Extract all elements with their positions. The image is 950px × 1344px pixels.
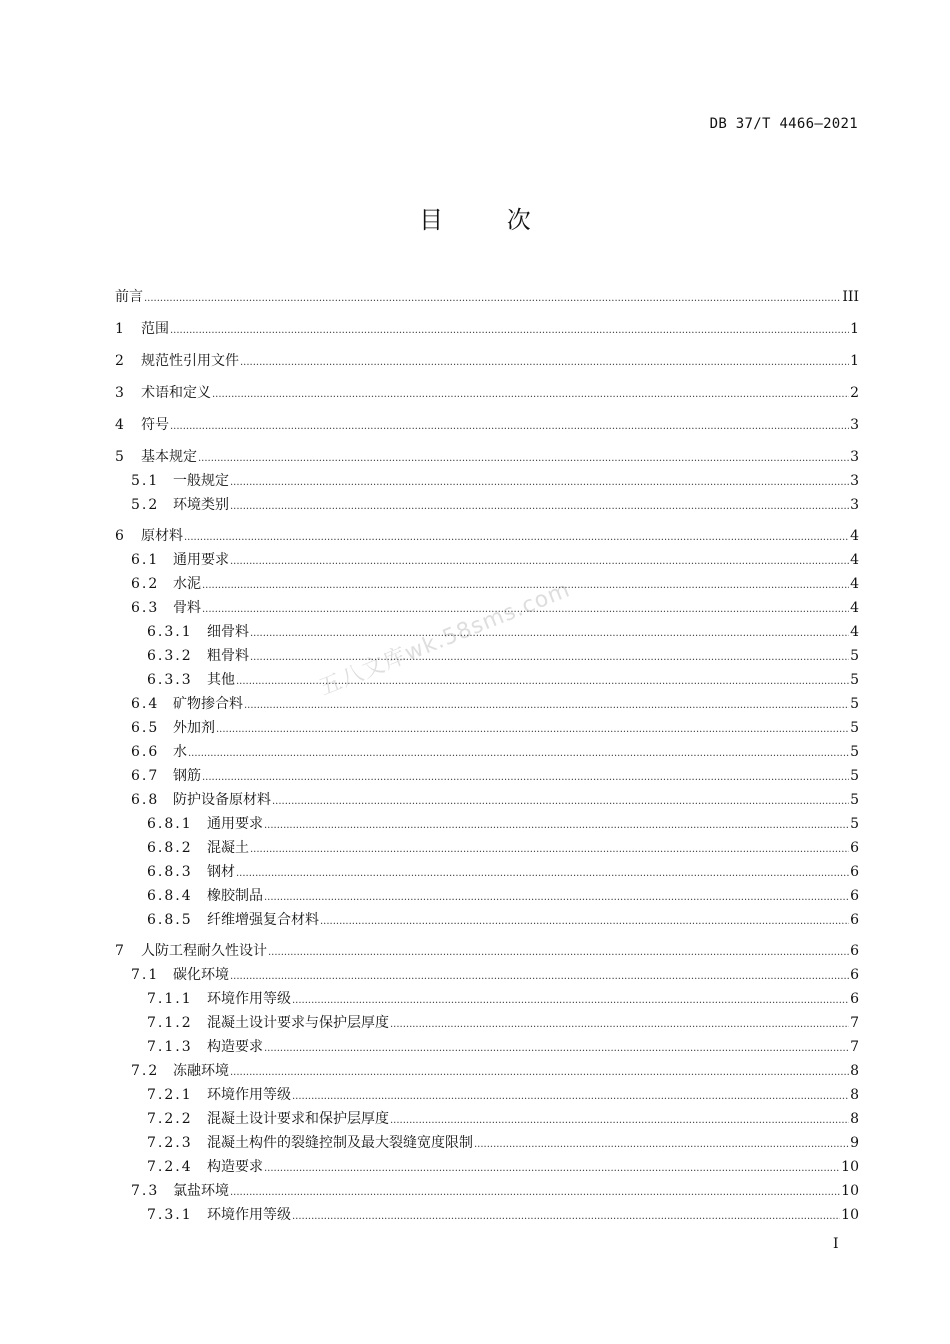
- toc-entry-label: 原材料: [141, 528, 183, 544]
- toc-dot-leader: [390, 1111, 849, 1131]
- toc-dot-leader: [240, 353, 849, 373]
- toc-entry-number: 6.1: [131, 552, 160, 568]
- toc-dot-leader: [202, 600, 849, 620]
- toc-dot-leader: [230, 473, 849, 493]
- toc-entry-page: 5: [850, 648, 859, 664]
- toc-entry-number: 7.1.3: [147, 1039, 193, 1055]
- toc-entry-page: 7: [850, 1039, 859, 1055]
- toc-entry[interactable]: [115, 383, 859, 403]
- toc-entry-number: 1: [115, 321, 124, 337]
- toc-dot-leader: [230, 967, 849, 987]
- toc-entry-number: 2: [115, 353, 124, 369]
- toc-entry-page: 6: [850, 912, 859, 928]
- toc-entry-page: 10: [841, 1183, 859, 1199]
- toc-entry-label: 冻融环境: [173, 1063, 229, 1079]
- toc-entry-page: 4: [850, 552, 859, 568]
- standard-code: DB 37/T 4466—2021: [709, 116, 858, 132]
- toc-entry-page: 2: [850, 385, 859, 401]
- toc-entry-number: 7.1: [131, 967, 160, 983]
- page-number: I: [833, 1236, 839, 1252]
- toc-entry[interactable]: [115, 989, 859, 1009]
- toc-dot-leader: [250, 840, 849, 860]
- toc-entry-label: 碳化环境: [173, 967, 229, 983]
- toc-entry[interactable]: [115, 718, 859, 738]
- toc-dot-leader: [268, 943, 849, 963]
- toc-entry-page: 5: [850, 816, 859, 832]
- toc-entry-label: 混凝土设计要求和保护层厚度: [207, 1111, 389, 1127]
- toc-entry[interactable]: [115, 1037, 859, 1057]
- toc-entry[interactable]: [115, 1133, 859, 1153]
- toc-dot-leader: [230, 552, 849, 572]
- toc-entry[interactable]: [115, 1157, 859, 1177]
- toc-dot-leader: [230, 1063, 849, 1083]
- toc-entry-label: 一般规定: [173, 473, 229, 489]
- toc-entry[interactable]: [115, 766, 859, 786]
- toc-entry-page: 9: [850, 1135, 859, 1151]
- toc-entry-number: 6.6: [131, 744, 160, 760]
- toc-entry-number: 5: [115, 449, 124, 465]
- toc-entry[interactable]: [115, 1205, 859, 1225]
- toc-entry[interactable]: [115, 526, 859, 546]
- toc-entry-page: 3: [850, 449, 859, 465]
- toc-entry-number: 7.1.2: [147, 1015, 193, 1031]
- toc-entry-number: 7.2.4: [147, 1159, 193, 1175]
- toc-dot-leader: [264, 1039, 849, 1059]
- toc-entry[interactable]: [115, 838, 859, 858]
- toc-dot-leader: [272, 792, 849, 812]
- toc-entry-page: 5: [850, 672, 859, 688]
- toc-entry-page: 1: [850, 353, 859, 369]
- toc-entry-page: 6: [850, 991, 859, 1007]
- toc-entry-page: 10: [841, 1159, 859, 1175]
- toc-entry-label: 纤维增强复合材料: [207, 912, 319, 928]
- toc-entry-label: 环境类别: [173, 497, 229, 513]
- toc-entry[interactable]: [115, 694, 859, 714]
- toc-entry-page: 5: [850, 720, 859, 736]
- toc-entry-label: 符号: [141, 417, 169, 433]
- toc-entry-number: 6.3.1: [147, 624, 193, 640]
- toc-entry-label: 构造要求: [207, 1159, 263, 1175]
- toc-entry-label: 混凝土构件的裂缝控制及最大裂缝宽度限制: [207, 1135, 473, 1151]
- toc-entry[interactable]: [115, 862, 859, 882]
- toc-dot-leader: [244, 696, 849, 716]
- toc-entry-number: 6.2: [131, 576, 160, 592]
- toc-entry-label: 钢筋: [173, 768, 201, 784]
- toc-dot-leader: [230, 1183, 840, 1203]
- toc-entry-page: 4: [850, 528, 859, 544]
- toc-entry-number: 6: [115, 528, 124, 544]
- toc-entry-label: 氯盐环境: [173, 1183, 229, 1199]
- toc-entry-page: 3: [850, 417, 859, 433]
- toc-entry[interactable]: [115, 742, 859, 762]
- toc-entry-page: 3: [850, 497, 859, 513]
- toc-entry-label: 橡胶制品: [207, 888, 263, 904]
- toc-dot-leader: [202, 768, 849, 788]
- toc-entry-number: 7.1.1: [147, 991, 193, 1007]
- toc-dot-leader: [216, 720, 849, 740]
- toc-entry-number: 7.2: [131, 1063, 160, 1079]
- toc-entry-page: 5: [850, 696, 859, 712]
- toc-entry-label: 环境作用等级: [207, 991, 291, 1007]
- toc-dot-leader: [230, 497, 849, 517]
- toc-entry-page: 8: [850, 1111, 859, 1127]
- toc-entry-label: 通用要求: [207, 816, 263, 832]
- toc-entry[interactable]: [115, 790, 859, 810]
- toc-entry-label: 术语和定义: [141, 385, 211, 401]
- toc-entry-label: 细骨料: [207, 624, 249, 640]
- toc-dot-leader: [144, 289, 841, 309]
- toc-entry-number: 6.8.3: [147, 864, 193, 880]
- toc-entry-label: 范围: [141, 321, 169, 337]
- toc-entry[interactable]: [115, 646, 859, 666]
- toc-dot-leader: [264, 1159, 840, 1179]
- toc-dot-leader: [250, 624, 849, 644]
- toc-entry-label: 混凝土设计要求与保护层厚度: [207, 1015, 389, 1031]
- toc-entry-page: III: [842, 289, 859, 305]
- toc-dot-leader: [320, 912, 849, 932]
- toc-dot-leader: [292, 991, 849, 1011]
- toc-entry-number: 3: [115, 385, 124, 401]
- toc-entry-label: 矿物掺合料: [173, 696, 243, 712]
- toc-dot-leader: [250, 648, 849, 668]
- toc-entry-page: 5: [850, 768, 859, 784]
- toc-entry-number: 7.2.2: [147, 1111, 193, 1127]
- toc-entry[interactable]: [115, 319, 859, 339]
- toc-entry-number: 6.8.2: [147, 840, 193, 856]
- toc-entry[interactable]: [115, 1109, 859, 1129]
- toc-entry[interactable]: [115, 1085, 859, 1105]
- toc-entry[interactable]: [115, 941, 859, 961]
- toc-dot-leader: [390, 1015, 849, 1035]
- toc-entry-page: 6: [850, 840, 859, 856]
- toc-dot-leader: [236, 672, 849, 692]
- toc-entry[interactable]: [115, 447, 859, 467]
- toc-entry-page: 6: [850, 888, 859, 904]
- toc-entry-page: 8: [850, 1063, 859, 1079]
- toc-entry[interactable]: [115, 287, 859, 307]
- toc-entry[interactable]: [115, 471, 859, 491]
- toc-entry-number: 5.1: [131, 473, 160, 489]
- toc-entry-number: 6.3.3: [147, 672, 193, 688]
- toc-entry-label: 基本规定: [141, 449, 197, 465]
- toc-entry[interactable]: [115, 495, 859, 515]
- toc-dot-leader: [202, 576, 849, 596]
- toc-entry-label: 人防工程耐久性设计: [141, 943, 267, 959]
- toc-entry-number: 4: [115, 417, 124, 433]
- toc-entry[interactable]: [115, 886, 859, 906]
- toc-entry-number: 6.5: [131, 720, 160, 736]
- toc-entry-number: 7.3: [131, 1183, 160, 1199]
- toc-entry[interactable]: [115, 351, 859, 371]
- toc-dot-leader: [264, 888, 849, 908]
- toc-entry-page: 5: [850, 744, 859, 760]
- toc-entry-page: 10: [841, 1207, 859, 1223]
- toc-entry-page: 5: [850, 792, 859, 808]
- toc-entry-page: 8: [850, 1087, 859, 1103]
- toc-entry-number: 6.3: [131, 600, 160, 616]
- toc-entry-number: 6.8.5: [147, 912, 193, 928]
- toc-dot-leader: [212, 385, 849, 405]
- toc-entry[interactable]: [115, 598, 859, 618]
- toc-entry[interactable]: [115, 965, 859, 985]
- toc-entry-page: 3: [850, 473, 859, 489]
- toc-entry-label: 环境作用等级: [207, 1207, 291, 1223]
- toc-entry-label: 水: [173, 744, 187, 760]
- toc-dot-leader: [184, 528, 849, 548]
- toc-entry[interactable]: [115, 574, 859, 594]
- toc-entry[interactable]: [115, 415, 859, 435]
- toc-entry-number: 6.8.4: [147, 888, 193, 904]
- toc-entry-page: 7: [850, 1015, 859, 1031]
- toc-entry-label: 通用要求: [173, 552, 229, 568]
- toc-entry-label: 防护设备原材料: [173, 792, 271, 808]
- toc-entry-label: 混凝土: [207, 840, 249, 856]
- toc-entry-number: 6.8: [131, 792, 160, 808]
- toc-entry-label: 外加剂: [173, 720, 215, 736]
- toc-entry-page: 4: [850, 576, 859, 592]
- toc-entry-number: 7.2.1: [147, 1087, 193, 1103]
- toc-dot-leader: [170, 417, 849, 437]
- toc-entry-page: 6: [850, 864, 859, 880]
- toc-dot-leader: [188, 744, 849, 764]
- toc-entry-number: 7: [115, 943, 124, 959]
- toc-entry-number: 7.2.3: [147, 1135, 193, 1151]
- toc-entry-page: 4: [850, 624, 859, 640]
- toc-entry[interactable]: [115, 1181, 859, 1201]
- toc-entry-label: 钢材: [207, 864, 235, 880]
- toc-entry-label: 构造要求: [207, 1039, 263, 1055]
- toc-entry-number: 6.4: [131, 696, 160, 712]
- toc-entry-label: 环境作用等级: [207, 1087, 291, 1103]
- toc-entry-page: 1: [850, 321, 859, 337]
- toc-entry-label: 水泥: [173, 576, 201, 592]
- toc-entry[interactable]: [115, 1013, 859, 1033]
- page-title: 目 次: [419, 206, 559, 234]
- toc-entry-page: 4: [850, 600, 859, 616]
- toc-entry-number: 6.7: [131, 768, 160, 784]
- toc-dot-leader: [236, 864, 849, 884]
- toc-entry-label: 规范性引用文件: [141, 353, 239, 369]
- toc-dot-leader: [198, 449, 849, 469]
- toc-entry-number: 7.3.1: [147, 1207, 193, 1223]
- toc-dot-leader: [292, 1087, 849, 1107]
- toc-dot-leader: [264, 816, 849, 836]
- toc-dot-leader: [292, 1207, 840, 1227]
- toc-entry-page: 6: [850, 967, 859, 983]
- toc-entry[interactable]: [115, 910, 859, 930]
- toc-entry-label: 粗骨料: [207, 648, 249, 664]
- toc-entry[interactable]: [115, 1061, 859, 1081]
- toc-dot-leader: [170, 321, 849, 341]
- toc-entry-label: 骨料: [173, 600, 201, 616]
- toc-entry[interactable]: [115, 550, 859, 570]
- toc-entry[interactable]: [115, 622, 859, 642]
- toc-entry[interactable]: [115, 814, 859, 834]
- toc-entry-label: 前言: [115, 289, 143, 305]
- toc-dot-leader: [474, 1135, 849, 1155]
- toc-entry-number: 6.3.2: [147, 648, 193, 664]
- toc-entry[interactable]: [115, 670, 859, 690]
- watermark-text: 五八文库wk.58sms.com: [316, 577, 574, 701]
- toc-entry-label: 其他: [207, 672, 235, 688]
- toc-entry-number: 6.8.1: [147, 816, 193, 832]
- toc-entry-page: 6: [850, 943, 859, 959]
- toc-entry-number: 5.2: [131, 497, 160, 513]
